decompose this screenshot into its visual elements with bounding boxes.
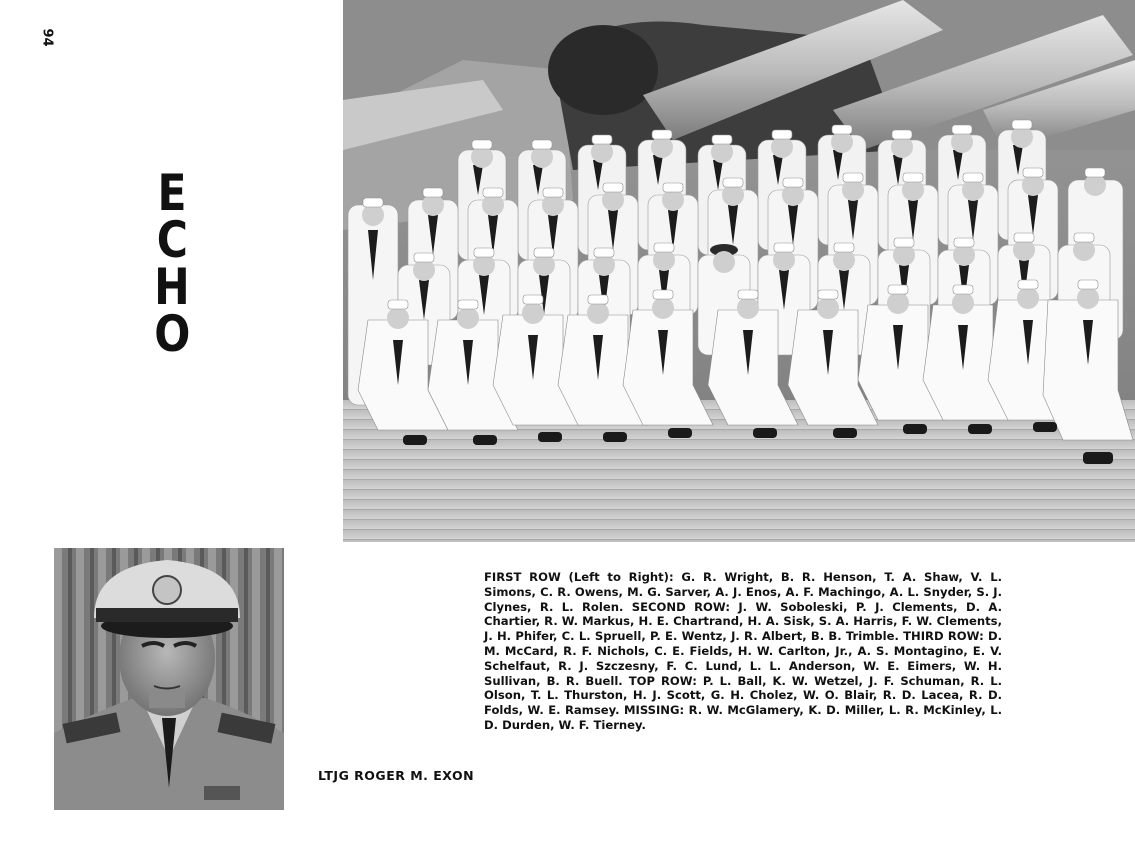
section-title-letter: O [153,305,191,363]
page-number: 94 [39,28,55,47]
section-title [150,164,194,363]
section-title-letter: C [156,211,188,269]
roster-caption: FIRST ROW (Left to Right): G. R. Wright, B. R. Henson, T. A. Shaw, V. L. Simons, C. R. Owens, M. G. Sarver, A. J. Enos, A. F. Machingo, A. L. Snyder, S. J. Clynes, R. L. Rolen. SECOND ROW: J. W. Soboleski, P. J. Clements, D. A. Chartier, R. W. Markus, H. E. Chartrand, H. A. Sisk, S. A. Harris, F. W. Clements, J. H. Phifer, C. L. Spruell, P. E. Wentz, J. R. Albert, B. B. Trimble. THIRD ROW: D. M. McCard, R. F. Nichols, C. E. Fields, H. W. Carlton, Jr., A. S. Montagino, E. V. Schelfaut, R. J. Szczesny, F. C. Lund, L. L. Anderson, W. E. Eimers, W. H. Sullivan, B. R. Buell. TOP ROW: P. L. Ball, K. W. Wetzel, J. F. Schuman, R. L. Olson, T. L. Thurston, H. J. Scott, G. H. Cholez, W. O. Blair, R. D. Lacea, R. D. Folds, W. E. Ramsey. MISSING: R. W. McGlamery, K. D. Miller, L. R. McKinley, L. D. Durden, W. F. Tierney. [484,570,1002,732]
section-title-letter: E [157,164,187,222]
officer-portrait-image [54,548,284,810]
section-title-letter: H [154,258,190,316]
sailors [348,120,1133,464]
officer-portrait-photo [54,548,284,810]
group-photo-image [343,0,1135,542]
officer-caption: LTJG ROGER M. EXON [318,768,475,783]
division-group-photo [343,0,1135,542]
